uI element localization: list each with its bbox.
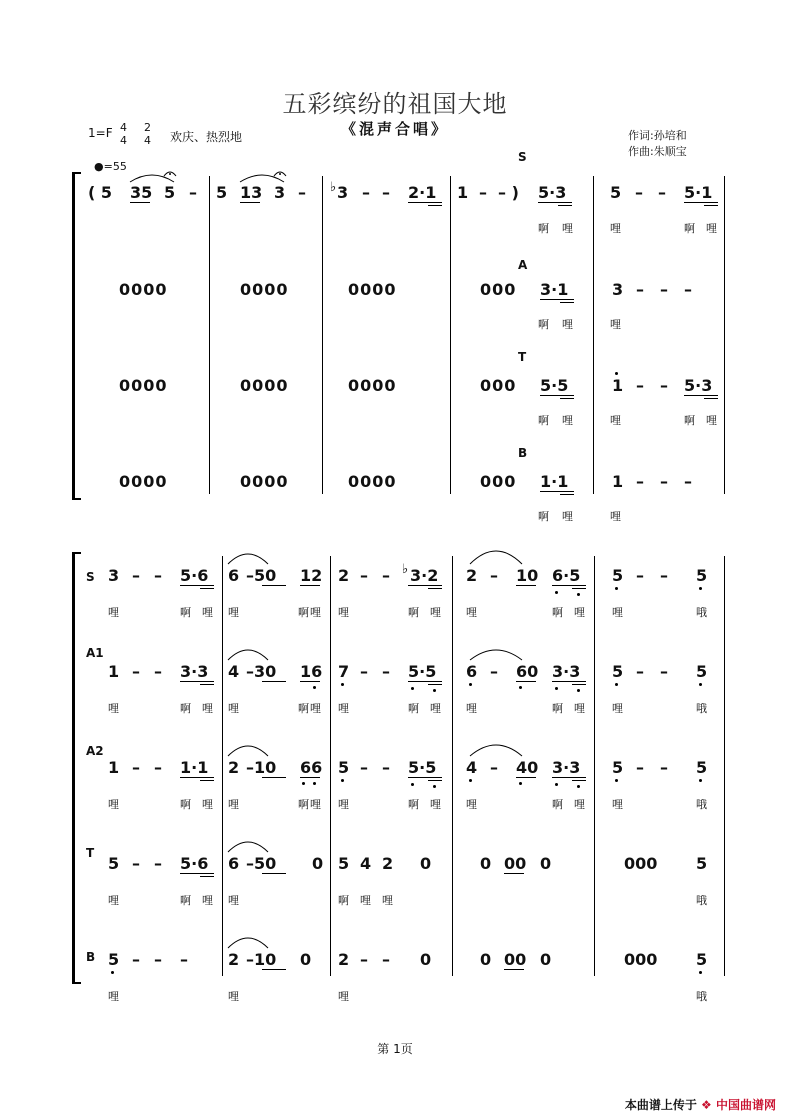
note: 5 xyxy=(612,758,624,777)
note: 16 xyxy=(300,662,323,681)
note: – xyxy=(360,566,368,585)
note: 13 xyxy=(240,183,263,202)
slur xyxy=(228,554,268,564)
note: – xyxy=(154,566,162,585)
note: 2 xyxy=(228,950,240,969)
lyric-syllable: 啊 xyxy=(538,510,549,523)
key-signature: 1=F xyxy=(88,126,113,140)
lyric-syllable: 哩 xyxy=(562,318,573,331)
lyric-syllable: 哩 xyxy=(466,702,477,715)
slur xyxy=(470,551,522,564)
lyric-syllable: 哩 xyxy=(706,222,717,235)
lyric-syllable: 哩 xyxy=(108,990,119,1003)
lyric-syllable: 啊 xyxy=(180,606,191,619)
note: 5 xyxy=(610,183,622,202)
lyric-syllable: 哩 xyxy=(612,702,623,715)
note: –10 xyxy=(246,950,277,969)
note: 5 xyxy=(696,566,708,585)
lyric-syllable: 哩 xyxy=(108,702,119,715)
note: – xyxy=(490,662,498,681)
note: 0000 xyxy=(240,472,289,491)
note: – xyxy=(180,950,188,969)
note: 0 xyxy=(480,950,492,969)
lyric-syllable: 哩 xyxy=(360,894,371,907)
lyric-syllable: 哦 xyxy=(696,606,707,619)
site-logo: ❖ xyxy=(701,1098,712,1112)
note: 10 xyxy=(516,566,539,585)
note: 3·3 xyxy=(552,758,581,777)
note: – xyxy=(635,183,643,202)
note: – xyxy=(382,566,390,585)
lyricist: 作词:孙培和 xyxy=(628,129,687,142)
lyric-syllable: 啊 xyxy=(180,894,191,907)
note: – xyxy=(132,950,140,969)
note: 5 xyxy=(696,950,708,969)
part-label-a1: A1 xyxy=(86,646,104,660)
lyric-syllable: 哩 xyxy=(310,798,321,811)
note: 000 xyxy=(480,280,517,299)
note: 7 xyxy=(338,662,350,681)
lyric-syllable: 哦 xyxy=(696,702,707,715)
lyric-syllable: 哩 xyxy=(610,318,621,331)
note: – xyxy=(132,758,140,777)
note: 5 xyxy=(696,758,708,777)
note: – xyxy=(684,472,692,491)
note: 3·2 xyxy=(410,566,439,585)
note: 40 xyxy=(516,758,539,777)
note: 0 xyxy=(420,950,432,969)
note-icon: ● xyxy=(94,160,104,173)
lyric-syllable: 哩 xyxy=(228,798,239,811)
note: – xyxy=(660,280,668,299)
note: 2 xyxy=(338,950,350,969)
slur xyxy=(228,938,268,948)
note: – xyxy=(382,183,390,202)
note: 3 xyxy=(274,183,286,202)
lyric-syllable: 哩 xyxy=(610,414,621,427)
note: 000 xyxy=(624,854,658,873)
note: 4 xyxy=(228,662,240,681)
part-label-b: B xyxy=(518,446,528,460)
lyric-syllable: 哩 xyxy=(430,798,441,811)
note: 6 xyxy=(466,662,478,681)
page-number: 第 1页 xyxy=(377,1042,413,1056)
note: 0000 xyxy=(348,280,397,299)
slur xyxy=(240,175,284,182)
tempo-value: =55 xyxy=(103,160,127,173)
note: 3 xyxy=(612,280,624,299)
part-label-s: S xyxy=(86,570,95,584)
lyric-syllable: 哩 xyxy=(228,990,239,1003)
note: –30 xyxy=(246,662,277,681)
note: 6 xyxy=(228,854,240,873)
note: – xyxy=(636,758,644,777)
note: 00 xyxy=(504,854,527,873)
note: 5 xyxy=(338,758,350,777)
lyric-syllable: 啊 xyxy=(298,702,309,715)
note: –50 xyxy=(246,566,277,585)
note: 0 xyxy=(420,854,432,873)
note: 5 xyxy=(164,183,176,202)
note: – xyxy=(636,280,644,299)
note: 0000 xyxy=(119,472,168,491)
lyric-syllable: 啊 xyxy=(552,702,563,715)
note: 3 xyxy=(337,183,349,202)
lyric-syllable: 哩 xyxy=(574,606,585,619)
lyric-syllable: 哩 xyxy=(466,798,477,811)
lyric-syllable: 哩 xyxy=(706,414,717,427)
note: 35 xyxy=(130,183,153,202)
note: 5 xyxy=(696,662,708,681)
note: 5·1 xyxy=(684,183,713,202)
note: ♭ xyxy=(330,180,337,195)
lyric-syllable: 哦 xyxy=(696,798,707,811)
note: 5·5 xyxy=(540,376,569,395)
note: 3·3 xyxy=(552,662,581,681)
lyric-syllable: 哩 xyxy=(228,606,239,619)
note: 4 xyxy=(360,854,372,873)
lyric-syllable: 哩 xyxy=(338,606,349,619)
lyric-syllable: 哩 xyxy=(228,702,239,715)
lyric-syllable: 哩 xyxy=(610,510,621,523)
lyric-syllable: 哩 xyxy=(574,798,585,811)
note: – xyxy=(382,662,390,681)
note: – xyxy=(660,662,668,681)
lyric-syllable: 啊 xyxy=(180,798,191,811)
note: 1 xyxy=(457,183,469,202)
note: – xyxy=(479,183,487,202)
note: – xyxy=(360,758,368,777)
note: 3·1 xyxy=(540,280,569,299)
lyric-syllable: 哩 xyxy=(612,798,623,811)
note: 6·5 xyxy=(552,566,581,585)
slur xyxy=(228,746,268,756)
lyric-syllable: 啊 xyxy=(552,798,563,811)
note: – xyxy=(658,183,666,202)
note: 5·6 xyxy=(180,566,209,585)
note: 5 xyxy=(216,183,228,202)
lyric-syllable: 哩 xyxy=(202,894,213,907)
lyric-syllable: 哩 xyxy=(108,894,119,907)
note: 5 xyxy=(108,854,120,873)
note: 60 xyxy=(516,662,539,681)
note: 0000 xyxy=(348,376,397,395)
slur xyxy=(130,175,174,182)
score-subtitle: 《混声合唱》 xyxy=(340,120,449,138)
note: 5 xyxy=(696,854,708,873)
note: 12 xyxy=(300,566,323,585)
lyric-syllable: 哩 xyxy=(562,414,573,427)
note: 5 xyxy=(612,566,624,585)
note: 0 xyxy=(300,950,312,969)
lyric-syllable: 哩 xyxy=(430,606,441,619)
lyric-syllable: 啊 xyxy=(408,606,419,619)
lyric-syllable: 哩 xyxy=(108,606,119,619)
note: 0 xyxy=(540,854,552,873)
lyric-syllable: 哩 xyxy=(574,702,585,715)
lyric-syllable: 哩 xyxy=(310,702,321,715)
lyric-syllable: 哩 xyxy=(562,510,573,523)
lyric-syllable: 啊 xyxy=(538,318,549,331)
lyric-syllable: 啊 xyxy=(338,894,349,907)
lyric-syllable: 哩 xyxy=(466,606,477,619)
time-signature-4-4: 4 4 xyxy=(120,121,127,147)
note: 0000 xyxy=(240,280,289,299)
note: 0000 xyxy=(348,472,397,491)
note: – xyxy=(298,183,306,202)
lyric-syllable: 哩 xyxy=(612,606,623,619)
composer: 作曲:朱顺宝 xyxy=(628,145,687,158)
note: 0 xyxy=(480,854,492,873)
note: – xyxy=(154,662,162,681)
part-label-a2: A2 xyxy=(86,744,104,758)
note: 5·5 xyxy=(408,758,437,777)
lyric-syllable: 啊 xyxy=(538,414,549,427)
note: 2·1 xyxy=(408,183,437,202)
note: 5·6 xyxy=(180,854,209,873)
note: – xyxy=(660,758,668,777)
lyric-syllable: 哩 xyxy=(338,798,349,811)
lyric-syllable: 啊 xyxy=(298,606,309,619)
lyric-syllable: 哩 xyxy=(202,702,213,715)
note: –10 xyxy=(246,758,277,777)
note: – ) xyxy=(498,183,519,202)
expression-mark: 欢庆、热烈地 xyxy=(170,130,243,144)
note: – xyxy=(490,758,498,777)
note: 1 xyxy=(108,662,120,681)
note: 2 xyxy=(338,566,350,585)
note: ♭ xyxy=(402,562,409,577)
time-signature-2-4: 2 4 xyxy=(144,121,151,147)
slur xyxy=(470,650,522,660)
slur xyxy=(228,842,268,852)
part-label-b: B xyxy=(86,950,96,964)
note: –50 xyxy=(246,854,277,873)
note: – xyxy=(636,376,644,395)
lyric-syllable: 哩 xyxy=(430,702,441,715)
note: – xyxy=(360,950,368,969)
note: 0000 xyxy=(119,280,168,299)
note: 1·1 xyxy=(540,472,569,491)
note: 5·5 xyxy=(408,662,437,681)
note: 2 xyxy=(228,758,240,777)
note: – xyxy=(636,662,644,681)
footer-watermark: 本曲谱上传于 ❖ 中国曲谱网 xyxy=(624,1098,776,1112)
note: 1 xyxy=(108,758,120,777)
note: 0000 xyxy=(240,376,289,395)
note: – xyxy=(132,854,140,873)
note: – xyxy=(154,854,162,873)
lyric-syllable: 哩 xyxy=(228,894,239,907)
lyric-syllable: 哩 xyxy=(382,894,393,907)
note: 5 xyxy=(612,662,624,681)
note: – xyxy=(660,472,668,491)
lyric-syllable: 哩 xyxy=(310,606,321,619)
part-label-a: A xyxy=(518,258,528,272)
note: – xyxy=(636,566,644,585)
note: 5·3 xyxy=(684,376,713,395)
note: 6 xyxy=(228,566,240,585)
note: – xyxy=(382,758,390,777)
note: 1 xyxy=(612,472,624,491)
lyric-syllable: 哦 xyxy=(696,990,707,1003)
lyric-syllable: 哩 xyxy=(108,798,119,811)
note: 4 xyxy=(466,758,478,777)
lyric-syllable: 哩 xyxy=(338,990,349,1003)
part-label-t: T xyxy=(86,846,95,860)
note: 5 xyxy=(338,854,350,873)
slur xyxy=(470,745,522,756)
note: – xyxy=(360,662,368,681)
note: 3 xyxy=(108,566,120,585)
note: 66 xyxy=(300,758,323,777)
note: 00 xyxy=(504,950,527,969)
note: – xyxy=(154,950,162,969)
lyric-syllable: 啊 xyxy=(408,702,419,715)
score-title: 五彩缤纷的祖国大地 xyxy=(282,90,508,118)
lyric-syllable: 哩 xyxy=(202,798,213,811)
note: – xyxy=(382,950,390,969)
part-label-s: S xyxy=(518,150,527,164)
note: – xyxy=(636,472,644,491)
lyric-syllable: 哦 xyxy=(696,894,707,907)
lyric-syllable: 啊 xyxy=(552,606,563,619)
note: 1 xyxy=(612,376,624,395)
note: 1·1 xyxy=(180,758,209,777)
note: 000 xyxy=(624,950,658,969)
note: 0 xyxy=(540,950,552,969)
note: 0 xyxy=(312,854,324,873)
note: – xyxy=(154,758,162,777)
lyric-syllable: 啊 xyxy=(180,702,191,715)
lyric-syllable: 啊 xyxy=(408,798,419,811)
part-label-t: T xyxy=(518,350,527,364)
note: – xyxy=(684,280,692,299)
slur xyxy=(228,650,268,660)
note: – xyxy=(362,183,370,202)
note: 2 xyxy=(466,566,478,585)
note: 2 xyxy=(382,854,394,873)
lyric-syllable: 哩 xyxy=(202,606,213,619)
lyric-syllable: 啊 xyxy=(298,798,309,811)
note: 000 xyxy=(480,376,517,395)
note: 3·3 xyxy=(180,662,209,681)
lyric-syllable: 啊 xyxy=(538,222,549,235)
note: – xyxy=(660,566,668,585)
note: 5 xyxy=(108,950,120,969)
lyric-syllable: 哩 xyxy=(562,222,573,235)
note: – xyxy=(132,662,140,681)
note: ( 5 xyxy=(88,183,113,202)
lyric-syllable: 啊 xyxy=(684,222,695,235)
note: 5·3 xyxy=(538,183,567,202)
note: – xyxy=(189,183,197,202)
lyric-syllable: 啊 xyxy=(684,414,695,427)
lyric-syllable: 哩 xyxy=(338,702,349,715)
note: 000 xyxy=(480,472,517,491)
note: – xyxy=(660,376,668,395)
note: 0000 xyxy=(119,376,168,395)
note: – xyxy=(132,566,140,585)
lyric-syllable: 哩 xyxy=(610,222,621,235)
note: – xyxy=(490,566,498,585)
